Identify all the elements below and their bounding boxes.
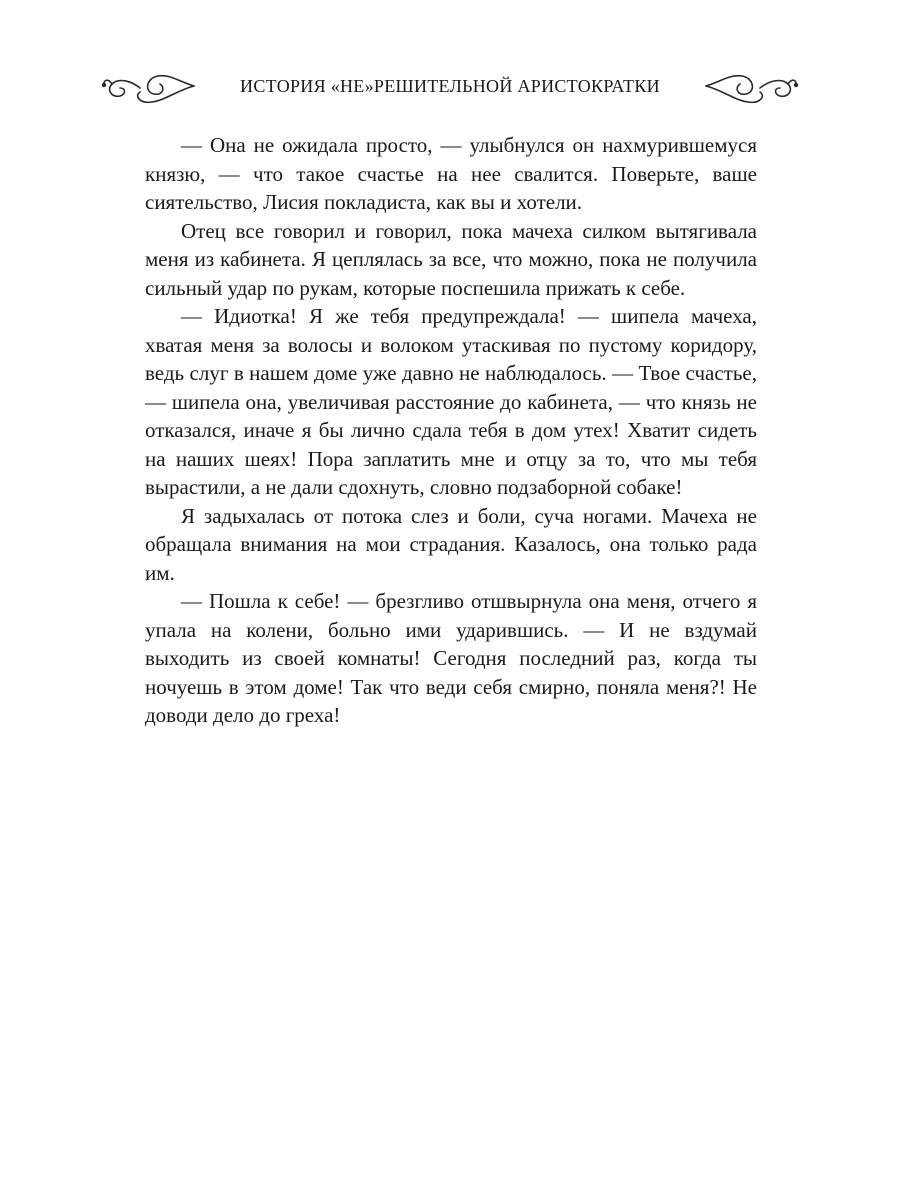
running-title: ИСТОРИЯ «НЕ»РЕШИТЕЛЬНОЙ АРИСТОКРАТКИ <box>240 76 660 96</box>
text-body <box>145 131 757 730</box>
page-header <box>100 66 800 112</box>
flourish-ornament-icon <box>100 68 196 108</box>
paragraph: — Пошла к себе! — брезгливо отшвырнула она меня, отчего я упала на колени, больно ими ударившись. — И не вздумай выходить из своей комнаты! Сегодня последний раз, когда ты ночуешь в этом доме! Так что веди себя смирно, поняла меня?! Не доводи дело до греха! <box>145 589 757 727</box>
paragraph: Я задыхалась от потока слез и боли, суча ногами. Мачеха не обращала внимания на мои страдания. Казалось, она только рада им. <box>145 503 757 585</box>
paragraph: — Идиотка! Я же тебя предупреждала! — шипела мачеха, хватая меня за волосы и волоком утаскивая по пустому коридору, ведь слуг в нашем доме уже давно не наблюдалось. — Твое счастье, — шипела она, увеличивая расстояние до кабинета, — что князь не отказался, иначе я бы лично сдала тебя в дом утех! Хватит сидеть на наших шеях! Пора заплатить мне и отцу за то, что мы тебя вырастили, а не дали сдохнуть, словно подзаборной собаке! <box>145 304 757 499</box>
paragraph: Отец все говорил и говорил, пока мачеха силком вытягивала меня из кабинета. Я цеплялась за все, что можно, пока не получила сильный удар по рукам, которые поспешила прижать к себе. <box>145 218 757 300</box>
flourish-ornament-icon <box>704 68 800 108</box>
paragraph: — Она не ожидала просто, — улыбнулся он нахмурившемуся князю, — что такое счастье на нее свалится. Поверьте, ваше сиятельство, Лисия покладиста, как вы и хотели. <box>145 133 757 214</box>
